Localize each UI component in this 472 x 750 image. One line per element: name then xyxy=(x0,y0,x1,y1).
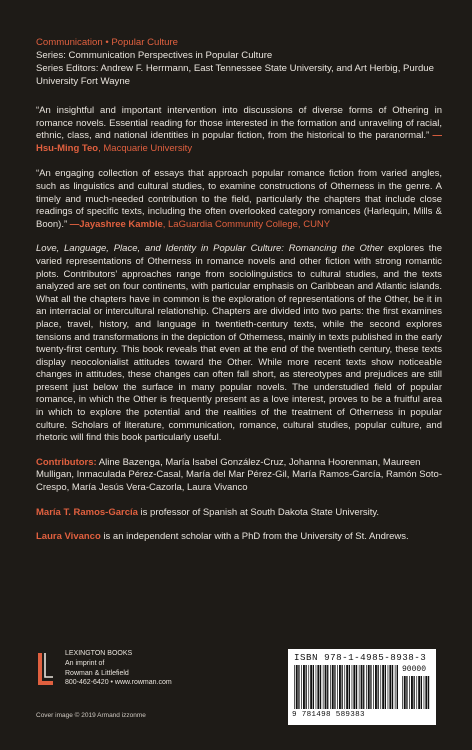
contributors-names: Aline Bazenga, María Isabel González-Cruz, Johanna Hoorenman, Maureen Mulligan, Inmaculada Pérez-Casal, María del Mar Pérez-Gil, María Ramos-García, Ramón Soto-Crespo, María Jesús Vera-Cazorla, Laura Vivanco xyxy=(36,456,443,494)
barcode-bar xyxy=(353,665,355,709)
quote-author: —Hsu-Ming Teo xyxy=(36,130,442,154)
barcode-bar xyxy=(363,665,364,709)
contributors-label: Contributors: xyxy=(36,456,97,468)
barcode-bar xyxy=(421,676,422,709)
barcode-bar xyxy=(317,665,319,709)
barcode-bar xyxy=(342,665,343,709)
barcode-bar xyxy=(339,665,341,709)
barcode-bar xyxy=(382,665,384,709)
barcode-bar xyxy=(395,665,396,709)
barcode-bar xyxy=(380,665,381,709)
publisher-contact: 800-462-6420 • www.rowman.com xyxy=(65,679,172,687)
barcode-bar xyxy=(344,665,345,709)
book-description xyxy=(36,243,442,445)
barcode-bar xyxy=(418,676,420,709)
barcode-bar xyxy=(416,676,417,709)
cover-credit: Cover image © 2019 Armand izzonme xyxy=(36,712,146,719)
barcode-bar xyxy=(366,665,367,709)
barcode-bar xyxy=(404,676,406,709)
quote-author: —Jayashree Kamble xyxy=(69,218,163,230)
editor-name: Laura Vivanco xyxy=(36,531,101,543)
description-body: explores the varied representations of Otherness in romance novels and other fiction with strong romantic plots. Contributors’ approaches range from sociolinguistics to cultural studies, and the texts analyzed are set on four continents, with particular emphasis on Caribbean and Atlantic islands. What all the chapters have in common is the exploration of representations of the Other, be it in an interracial or intercultural relationship. Chapters are divided into two parts: the first examines place, travel, history, and language in twentieth-century texts, while the second explores tensions and transformations in the depiction of Otherness, mainly in texts published in the early twenty-first century. This book reveals that even at the end of the twentieth century, these texts display neocolonialist attitudes toward the Other. While more recent texts show noticeable changes in attitudes, these changes can often fall short, as stereotypes and prejudices are still present just below the surface in many popular novels. The understudied field of popular romance, in which the Other is frequently present as a love interest, proves to be a fruitful area in which to explore the potential and the realities of the treatment of Otherness in popular culture. Scholars of literature, communication, romance, cultural studies, popular culture, and rhetoric will find this book particularly useful. xyxy=(36,243,442,444)
barcode-bar xyxy=(397,665,398,709)
publisher-block xyxy=(36,649,196,689)
editor-name: María T. Ramos-García xyxy=(36,506,138,518)
barcode-bar xyxy=(388,665,389,709)
barcode-bar xyxy=(303,665,305,709)
barcode-bar xyxy=(406,676,407,709)
barcode-bar xyxy=(310,665,312,709)
barcode-bar xyxy=(385,665,386,709)
barcode-bar xyxy=(375,665,377,709)
barcode-bar xyxy=(359,665,360,709)
barcode-bar xyxy=(332,665,334,709)
barcode-bar xyxy=(352,665,353,709)
publisher-imprint: An imprint of xyxy=(65,659,105,667)
barcode-bar xyxy=(306,665,307,709)
barcode-bar xyxy=(368,665,370,709)
barcode-bar xyxy=(323,665,324,709)
barcode-bar xyxy=(294,665,295,709)
subject-categories: Communication • Popular Culture xyxy=(36,37,178,48)
barcode-bar xyxy=(378,665,379,709)
barcode-bar xyxy=(361,665,363,709)
price-code: 90000 xyxy=(402,665,427,674)
editor-bio xyxy=(36,531,442,544)
publisher-text xyxy=(65,649,172,688)
barcode-bar xyxy=(356,665,357,709)
barcode-bar xyxy=(296,665,298,709)
barcode-bar xyxy=(346,665,348,709)
isbn-number: ISBN 978-1-4985-8938-3 xyxy=(294,652,427,663)
barcode-bar xyxy=(308,665,309,709)
barcode-bar xyxy=(370,665,371,709)
series-title: Series: Communication Perspectives in Popular Culture xyxy=(36,50,273,61)
barcode-bar xyxy=(392,665,393,709)
barcode-bar xyxy=(389,665,391,709)
barcode-bar xyxy=(414,676,415,709)
barcode-digits: 9 781498 589383 xyxy=(292,711,365,719)
editor-bio-text: is professor of Spanish at South Dakota State University. xyxy=(137,506,380,518)
barcode-bar xyxy=(411,676,413,709)
editor-bio xyxy=(36,507,442,520)
contributors xyxy=(36,457,442,495)
barcode-bar xyxy=(320,665,321,709)
editor-bio-text: is an independent scholar with a PhD from the University of St. Andrews. xyxy=(100,531,409,543)
endorsement-quote xyxy=(36,168,442,231)
barcode-bar xyxy=(298,665,299,709)
barcode-bar xyxy=(330,665,331,709)
barcode-bar xyxy=(349,665,350,709)
barcode-bar xyxy=(325,665,327,709)
endorsement-quote xyxy=(36,105,442,155)
barcode-bar xyxy=(337,665,338,709)
barcode-bar xyxy=(334,665,335,709)
isbn-barcode xyxy=(288,649,436,725)
quote-attribution xyxy=(70,219,330,230)
barcode-bar xyxy=(409,676,410,709)
back-cover xyxy=(36,36,442,544)
barcode-bar xyxy=(424,676,425,709)
barcode-bar xyxy=(425,676,427,709)
barcode-bar xyxy=(428,676,429,709)
publisher-parent: Rowman & Littlefield xyxy=(65,669,129,677)
series-editors: Series Editors: Andrew F. Herrmann, East Tennessee State University, and Art Herbig, Purdue University Fort Wayne xyxy=(36,63,434,87)
quote-affiliation: , Macquarie University xyxy=(98,142,193,154)
lexington-logo-icon xyxy=(36,649,58,689)
quote-text: “An insightful and important intervention into discussions of diverse forms of Othering in romance novels. Essential reading for those interested in the formation and unraveling of racial, ethnic, class, and national identities in popular fiction, from the historical to the paranormal.” xyxy=(36,105,442,142)
book-title: Love, Language, Place, and Identity in Popular Culture: Romancing the Other xyxy=(36,243,384,255)
publisher-name: LEXINGTON BOOKS xyxy=(65,650,133,657)
quote-affiliation: , LaGuardia Community College, CUNY xyxy=(162,218,331,230)
barcode-bar xyxy=(301,665,302,709)
barcode-bar xyxy=(327,665,328,709)
quote-text: “An engaging collection of essays that approach popular romance fiction from varied angles, such as linguistics and cultural studies, to examine constructions of Otherness in the genre. A timely and much-needed contribution to the field, particularly the chapters that include close readings of specific texts, including the often overlooked category romances (Harlequin, Mills & Boon).” xyxy=(36,168,442,230)
barcode-bars xyxy=(294,665,398,709)
barcode-bar xyxy=(313,665,314,709)
barcode-addon-bars xyxy=(402,676,430,709)
barcode-bar xyxy=(373,665,374,709)
barcode-bar xyxy=(402,676,403,709)
barcode-bar xyxy=(316,665,317,709)
